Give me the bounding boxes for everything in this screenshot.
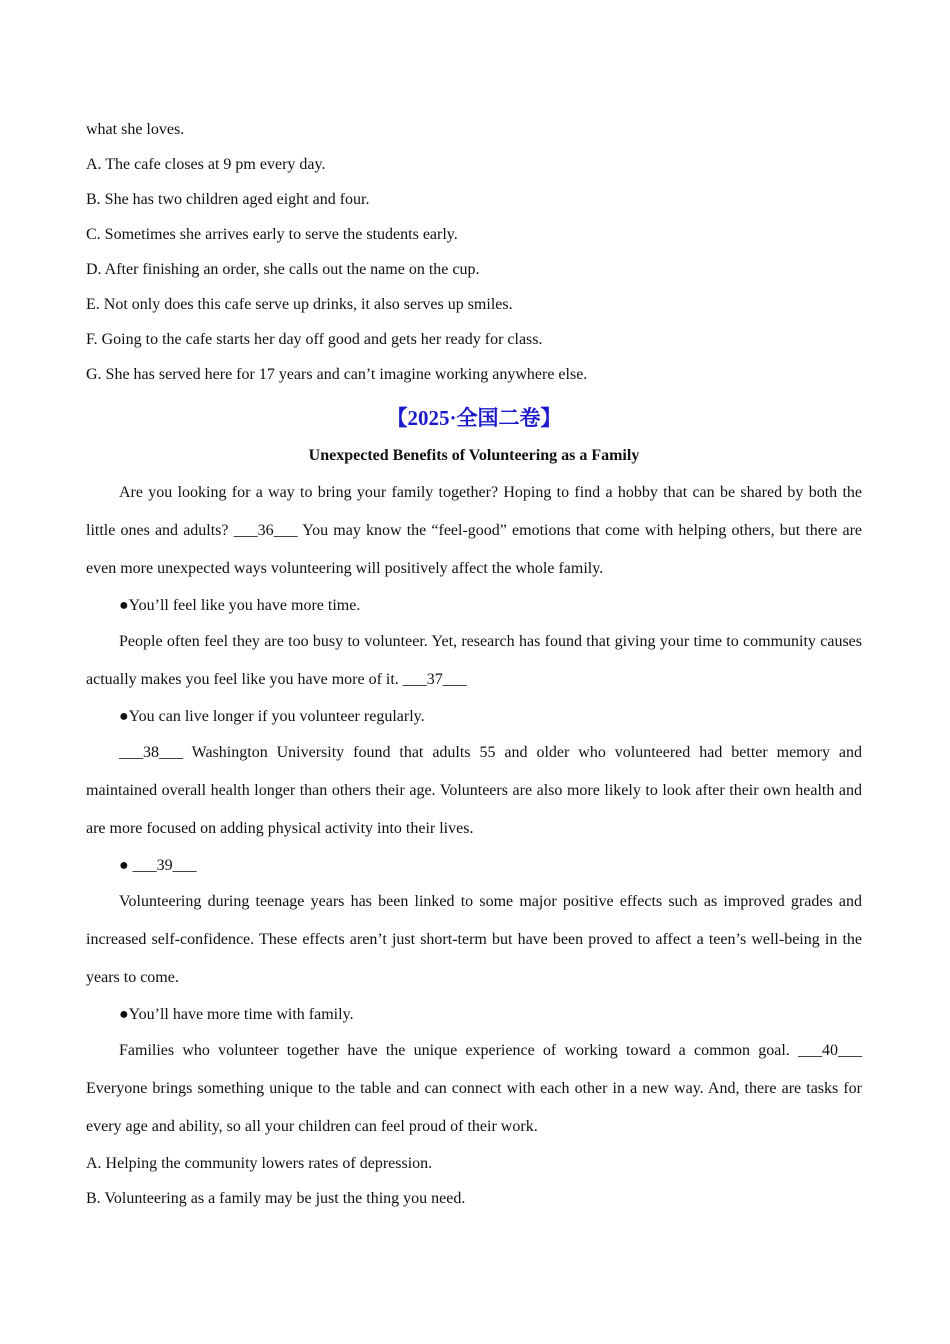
prev-option-d: D. After finishing an order, she calls out the name on the cup. [86, 261, 480, 278]
passage-paragraph-4: Volunteering during teenage years has been linked to some major positive effects such as improved grades and increased self-confidence. These effects aren’t just short-term but have been proved to affect a teen’s well-being in the years to come. [86, 893, 862, 986]
passage-bullet-1: ●You’ll feel like you have more time. [119, 597, 361, 614]
passage-bullet-4: ●You’ll have more time with family. [119, 1006, 354, 1023]
page-content [86, 112, 862, 1216]
passage-bullet-3: ● ___39___ [119, 857, 197, 874]
prev-passage-continuation: what she loves. [86, 121, 185, 138]
passage-paragraph-1: Are you looking for a way to bring your family together? Hoping to find a hobby that can be shared by both the little ones and adults? ___36___ You may know the “feel-good” emotions that come with helping others, but there are even more unexpected ways volunteering will positively affect the whole family. [86, 484, 862, 577]
option-a: A. Helping the community lowers rates of depression. [86, 1155, 433, 1172]
prev-option-b: B. She has two children aged eight and four. [86, 191, 370, 208]
prev-option-e: E. Not only does this cafe serve up drinks, it also serves up smiles. [86, 296, 513, 313]
prev-option-c: C. Sometimes she arrives early to serve the students early. [86, 226, 458, 243]
prev-option-g: G. She has served here for 17 years and can’t imagine working anywhere else. [86, 366, 588, 383]
passage-paragraph-5: Families who volunteer together have the unique experience of working toward a common goal. ___40___ Everyone brings something unique to the table and can connect with each other in a new way. And, there are tasks for every age and ability, so all your children can feel proud of their work. [86, 1042, 862, 1135]
option-b: B. Volunteering as a family may be just the thing you need. [86, 1190, 466, 1207]
passage-paragraph-2: People often feel they are too busy to volunteer. Yet, research has found that giving your time to community causes actually makes you feel like you have more of it. ___37___ [86, 633, 862, 688]
prev-option-f: F. Going to the cafe starts her day off good and gets her ready for class. [86, 331, 543, 348]
passage-paragraph-3: ___38___ Washington University found that adults 55 and older who volunteered had better memory and maintained overall health longer than others their age. Volunteers are also more likely to look after their own health and are more focused on adding physical activity into their lives. [86, 744, 862, 837]
prev-option-a: A. The cafe closes at 9 pm every day. [86, 156, 326, 173]
article-title: Unexpected Benefits of Volunteering as a Family [308, 447, 640, 464]
passage-bullet-2: ●You can live longer if you volunteer regularly. [119, 708, 425, 725]
section-heading: 【2025·全国二卷】 [386, 406, 562, 430]
